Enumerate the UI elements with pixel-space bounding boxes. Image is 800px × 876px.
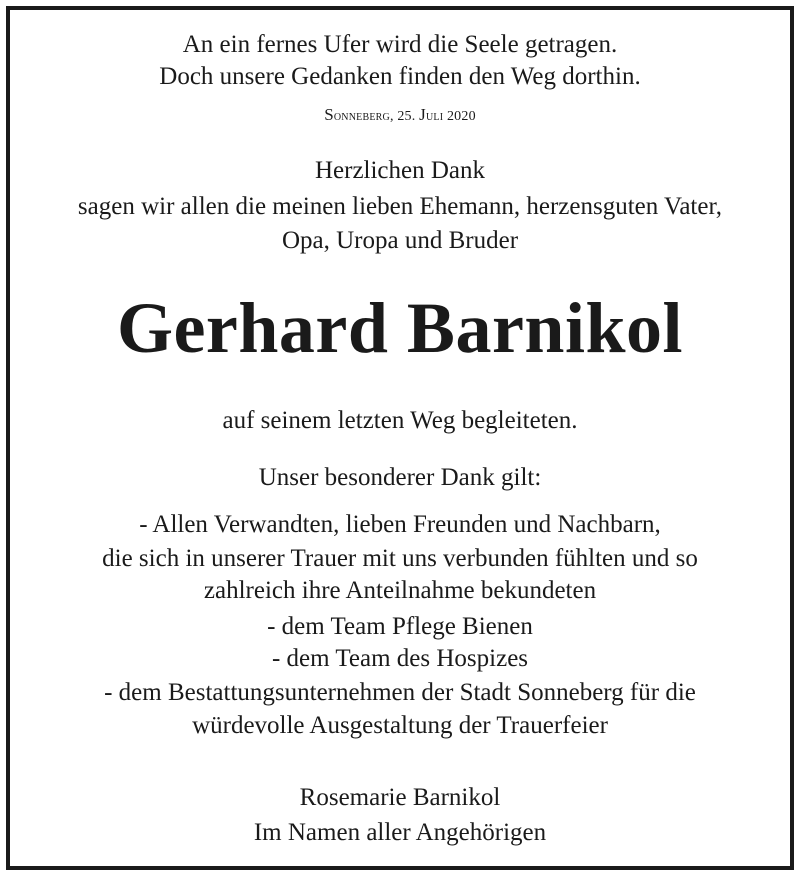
special-thanks-line: zahlreich ihre Anteilnahme bekundeten bbox=[203, 577, 597, 604]
deceased-name: Gerhard Barnikol bbox=[116, 288, 684, 368]
dateline: Sonneberg, 25. Juli 2020 bbox=[324, 105, 476, 124]
signature-note: Im Namen aller Angehörigen bbox=[253, 819, 547, 846]
obituary-frame bbox=[6, 6, 794, 870]
verse-line-1: An ein fernes Ufer wird die Seele getragen. bbox=[182, 31, 618, 58]
thanks-line-1: sagen wir allen die meinen lieben Ehemann, herzensguten Vater, bbox=[77, 193, 723, 220]
special-thanks-line: - dem Bestattungsunternehmen der Stadt Sonneberg für die bbox=[104, 679, 696, 706]
special-thanks-line: - dem Team des Hospizes bbox=[271, 645, 529, 672]
signature-name: Rosemarie Barnikol bbox=[299, 784, 501, 811]
special-thanks-line: - dem Team Pflege Bienen bbox=[267, 613, 533, 640]
special-thanks-line: würdevolle Ausgestaltung der Trauerfeier bbox=[192, 712, 608, 739]
thanks-line-2: Opa, Uropa und Bruder bbox=[281, 227, 519, 254]
special-thanks-heading: Unser besonderer Dank gilt: bbox=[258, 464, 542, 491]
thanks-heading: Herzlichen Dank bbox=[314, 157, 486, 184]
special-thanks-line: - Allen Verwandten, lieben Freunden und Nachbarn, bbox=[139, 511, 661, 538]
after-name-line: auf seinem letzten Weg begleiteten. bbox=[222, 407, 578, 434]
special-thanks-line: die sich in unserer Trauer mit uns verbunden fühlten und so bbox=[102, 545, 698, 572]
verse-line-2: Doch unsere Gedanken finden den Weg dorthin. bbox=[159, 63, 641, 90]
